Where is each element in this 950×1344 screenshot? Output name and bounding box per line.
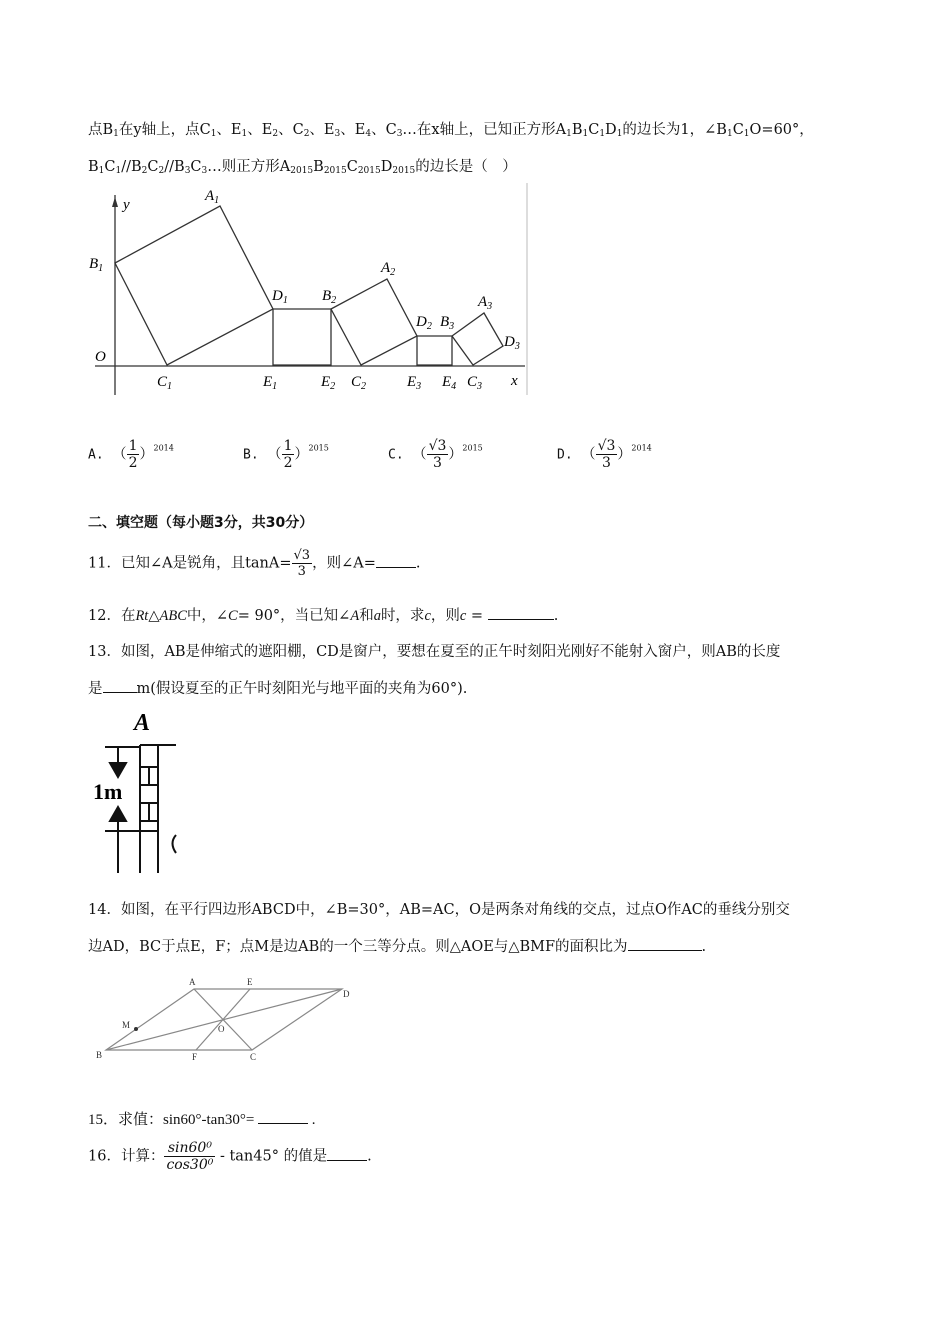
svg-text:D: D [343, 989, 350, 999]
q11: 11．已知∠A是锐角，且tanA= $\frac{√3}{3}$ ，则∠A= . [88, 548, 421, 579]
label-O: O [95, 349, 106, 365]
q13-answer-blank[interactable] [103, 692, 137, 693]
option-a[interactable]: A. （ $\frac{1}{2}$ ）$^{2014}$ [88, 438, 174, 471]
svg-text:C1: $C_1$ [157, 374, 173, 392]
option-b[interactable]: B. （ $\frac{1}{2}$ ）$^{2015}$ [243, 438, 329, 471]
svg-text:E4: $E_4$ [442, 374, 457, 392]
label-A: A [134, 710, 151, 736]
svg-text:D1: $D_1$ [272, 288, 288, 306]
q14-figure [92, 972, 362, 1064]
svg-text:B1: $B_1$ [89, 256, 104, 274]
label-1m: 1m [93, 779, 123, 804]
svg-text:C2: $C_2$ [351, 374, 367, 392]
square-3 [452, 313, 503, 365]
q10-line2: $B_1C_1//B_2C_2//B_3C_3\dots$则正方形$A_{2015}B_{2015}C_{2015}D_{2015}$的边长是（ ） [88, 159, 517, 176]
label-x: x [511, 373, 518, 389]
square-2 [331, 279, 417, 365]
rect-d1b2 [273, 309, 331, 365]
svg-text:F: F [192, 1052, 198, 1062]
svg-text:C3: $C_3$ [467, 374, 483, 392]
svg-text:M: M [122, 1020, 131, 1030]
label-y: y [123, 197, 130, 213]
q14-line1: 14．如图，在平行四边形ABCD中，∠B=30°，AB=AC，O是两条对角线的交点，过点O作AC的垂线分别交 [88, 902, 790, 918]
svg-text:D2: $D_2$ [416, 314, 432, 332]
svg-text:D3: $D_3$ [504, 334, 520, 352]
q10-figure [85, 183, 530, 398]
square-1 [115, 206, 273, 365]
q12-answer-blank[interactable] [488, 619, 554, 620]
q15: 15．求值：sin60°-tan30°= . [88, 1112, 316, 1128]
svg-text:A3: $A_3$ [478, 294, 493, 312]
svg-text:B: B [96, 1050, 103, 1060]
q14-answer-blank[interactable] [628, 950, 702, 951]
svg-text:O: O [218, 1024, 225, 1034]
svg-text:A2: $A_2$ [381, 260, 396, 278]
option-d[interactable]: D. （ $\frac{√3}{3}$ ）$^{2014}$ [557, 438, 652, 471]
q13-figure [90, 705, 185, 875]
q16: 16．计算： $\frac{\text{sin60⁰}}{\text{cos30⁰}}$ - tan45° 的值是 . [88, 1140, 372, 1173]
section-title: 二、填空题（每小题3分，共30分） [88, 515, 314, 531]
q16-answer-blank[interactable] [327, 1160, 367, 1161]
svg-text:E2: $E_2$ [321, 374, 336, 392]
svg-text:E1: $E_1$ [263, 374, 278, 392]
q15-answer-blank[interactable] [258, 1123, 308, 1124]
svg-text:A1: $A_1$ [205, 188, 220, 206]
svg-text:E3: $E_3$ [407, 374, 422, 392]
q14-line2: 边AD，BC于点E，F；点M是边AB的一个三等分点。则△AOE与△BMF的面积比为 . [88, 939, 707, 955]
q10-line1: 点$B_1$在y轴上，点$C_1$、$E_1$、$E_2$、$C_2$、$E_3$、$E_4$、$C_3\dots$在x轴上，已知正方形$A_1B_1C_1D_1$的边长为1，$\angle B_1C_1O=60^\circ$， [88, 122, 814, 139]
q13-line1: 13．如图，AB是伸缩式的遮阳棚，CD是窗户，要想在夏至的正午时刻阳光刚好不能射入窗户，则AB的长度 [88, 644, 781, 660]
svg-text:B2: $B_2$ [322, 288, 337, 306]
svg-text:C: C [250, 1052, 257, 1062]
rect-d2b3 [417, 336, 452, 365]
svg-text:A: A [189, 977, 196, 987]
svg-text:E: E [247, 977, 253, 987]
svg-text:B3: $B_3$ [440, 314, 455, 332]
q12: 12．在Rt△ABC中，∠C= 90°，当已知∠A和a时，求c，则c = . [88, 608, 559, 624]
q11-answer-blank[interactable] [376, 567, 416, 568]
q13-line2: 是 m(假设夏至的正午时刻阳光与地平面的夹角为60°). [88, 681, 468, 697]
option-c[interactable]: C. （ $\frac{√3}{3}$ ）$^{2015}$ [388, 438, 483, 471]
